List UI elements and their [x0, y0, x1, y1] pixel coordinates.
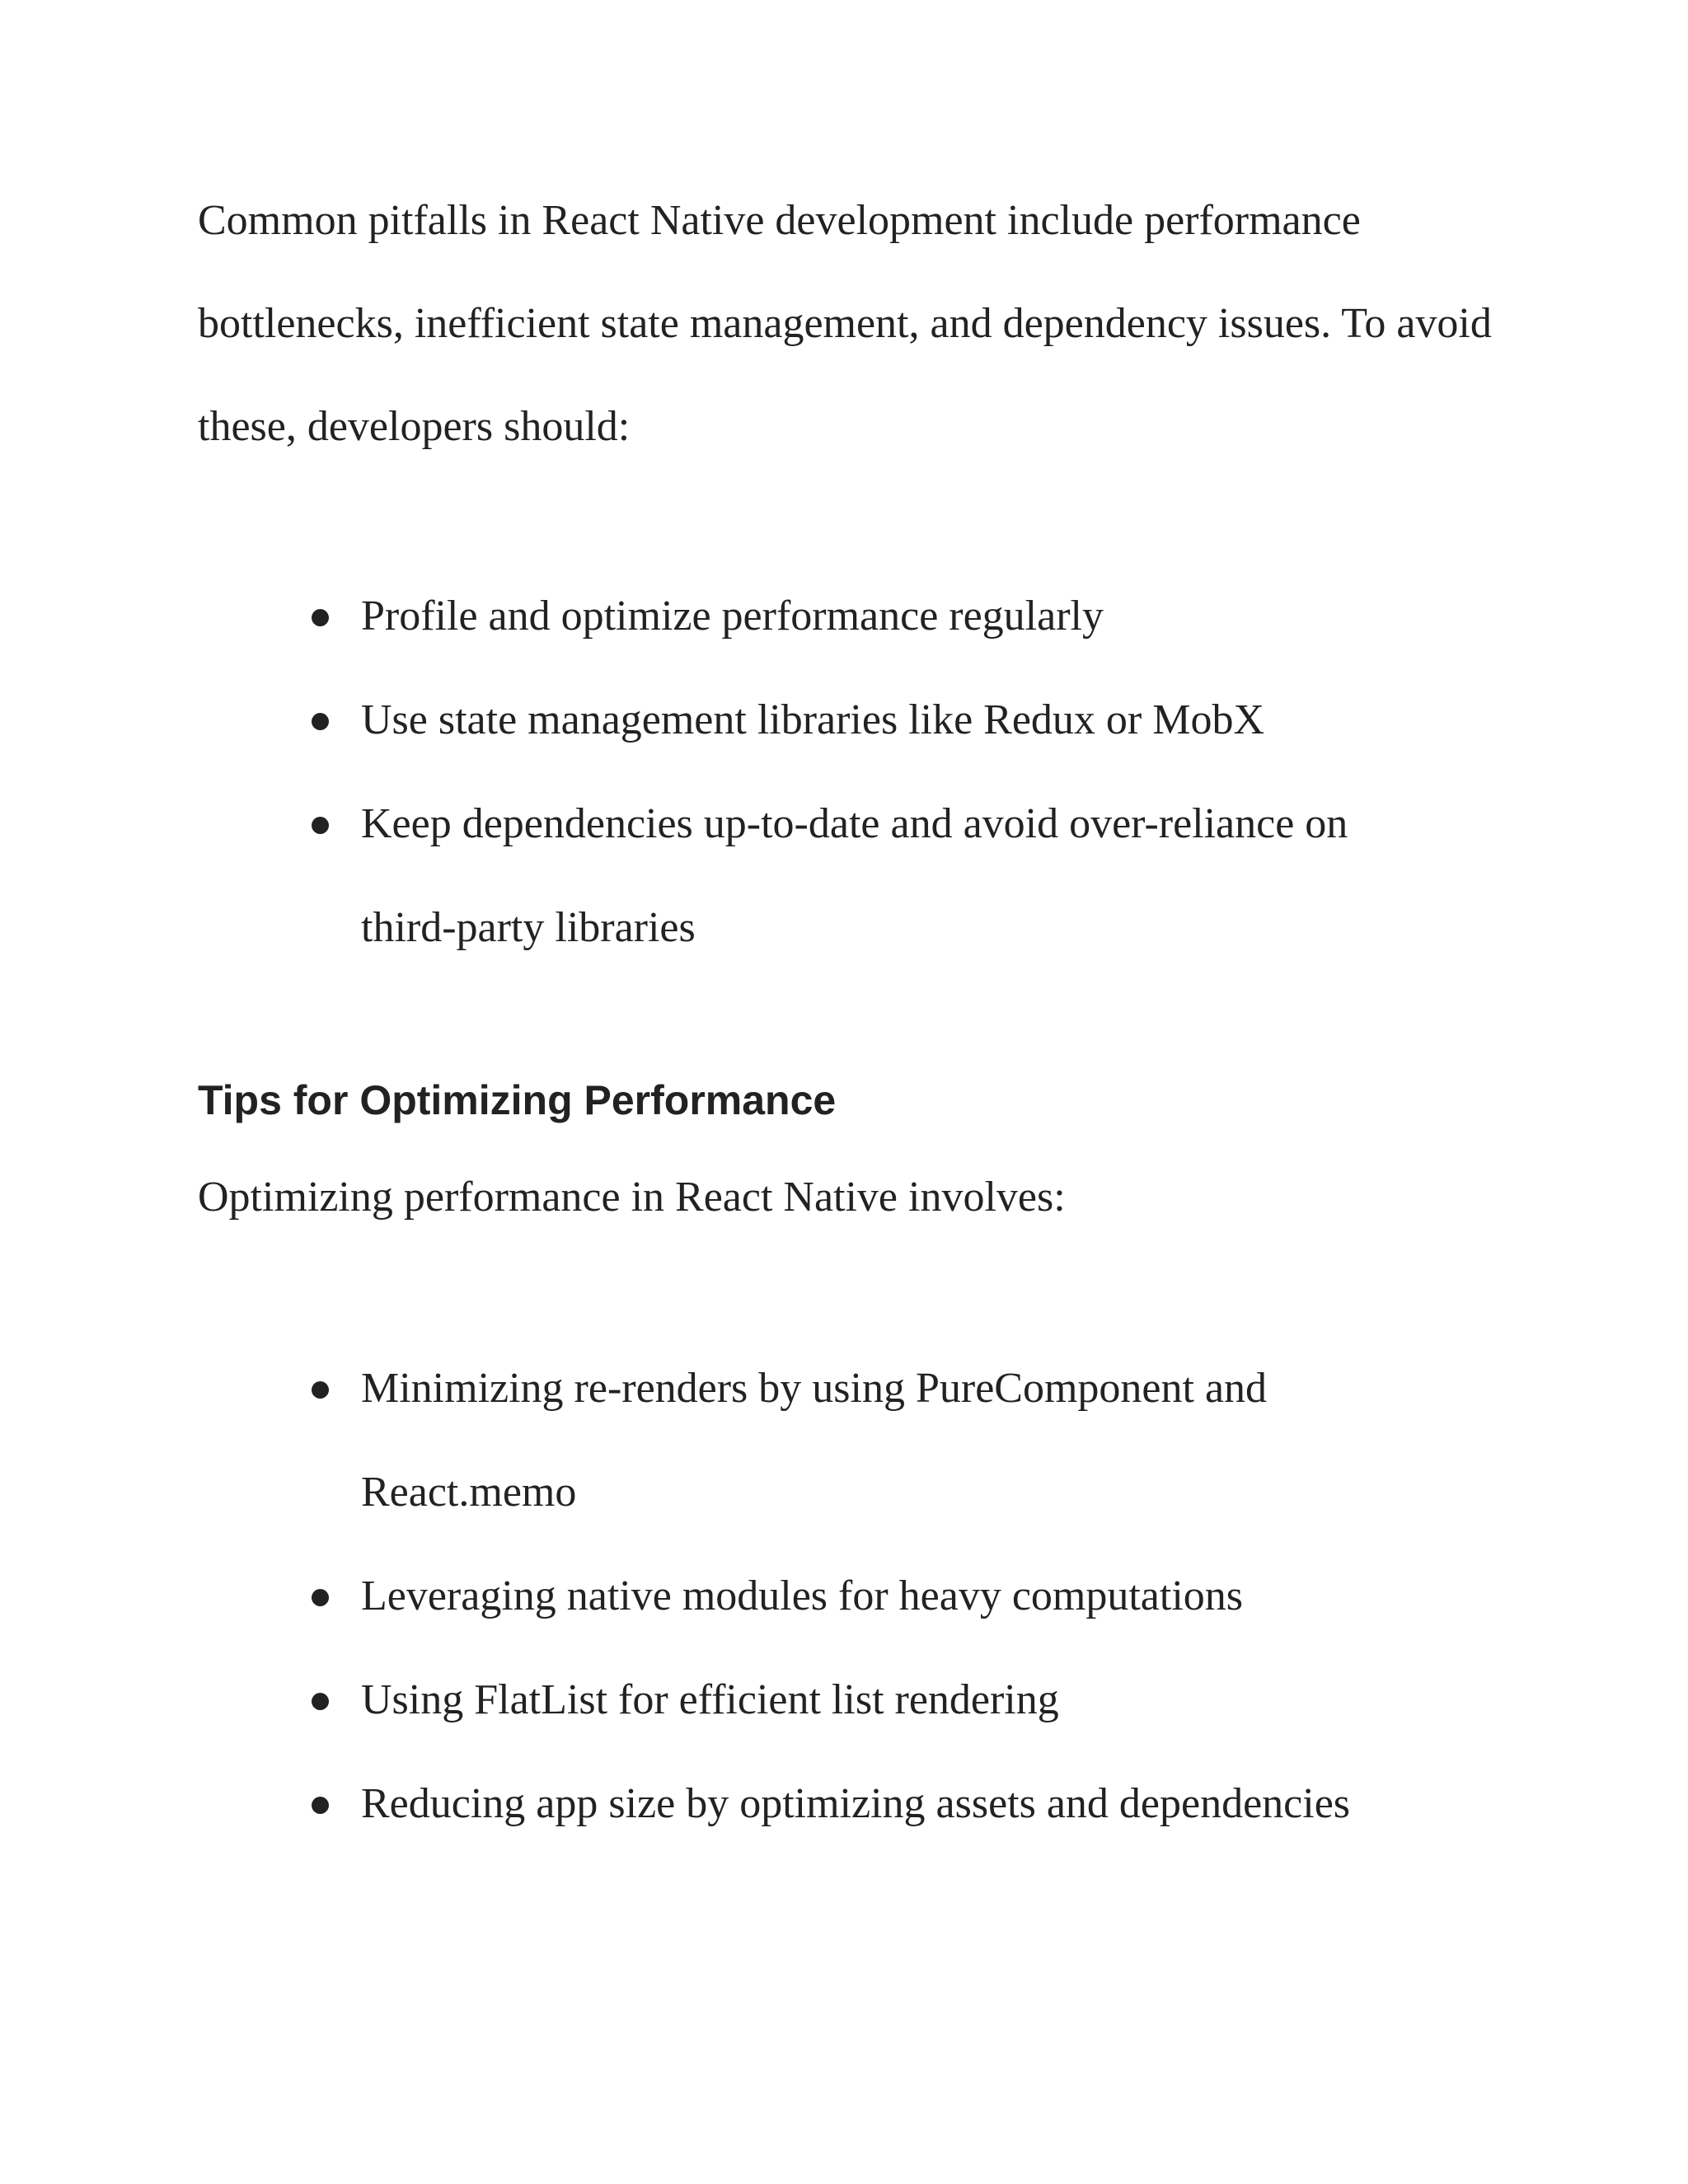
section-heading: Tips for Optimizing Performance	[198, 1077, 837, 1123]
list-item	[0, 772, 1449, 980]
pitfalls-list	[0, 565, 1688, 980]
list-item-text: Reducing app size by optimizing assets and dependencies	[361, 1780, 1351, 1827]
list-item-text: Keep dependencies up-to-date and avoid over-reliance on third-party libraries	[361, 800, 1348, 951]
list-item-text: Leveraging native modules for heavy computations	[361, 1572, 1244, 1619]
bullet-dot-icon	[312, 609, 329, 626]
list-item	[0, 1648, 1449, 1752]
list-item	[0, 1752, 1449, 1856]
tips-list	[0, 1337, 1688, 1856]
section-paragraph: Optimizing performance in React Native involves:	[198, 1174, 1066, 1221]
list-item-text: Use state management libraries like Redux or MobX	[361, 696, 1265, 743]
list-item	[0, 565, 1449, 668]
bullet-dot-icon	[312, 1797, 329, 1814]
bullet-dot-icon	[312, 1589, 329, 1606]
list-item	[0, 668, 1449, 772]
bullet-dot-icon	[312, 713, 329, 730]
list-item	[0, 1337, 1449, 1544]
list-item-text: Profile and optimize performance regularly	[361, 593, 1104, 640]
list-item-text: Using FlatList for efficient list rendering	[361, 1676, 1059, 1723]
bullet-dot-icon	[312, 1381, 329, 1399]
list-item	[0, 1544, 1449, 1648]
list-item-text: Minimizing re-renders by using PureComponent and React.memo	[361, 1365, 1268, 1516]
bullet-dot-icon	[312, 817, 329, 834]
intro-paragraph: Common pitfalls in React Native development include performance bottlenecks, inefficient state management, and dependency issues. To avoid these, developers should:	[198, 197, 1492, 450]
bullet-dot-icon	[312, 1693, 329, 1710]
